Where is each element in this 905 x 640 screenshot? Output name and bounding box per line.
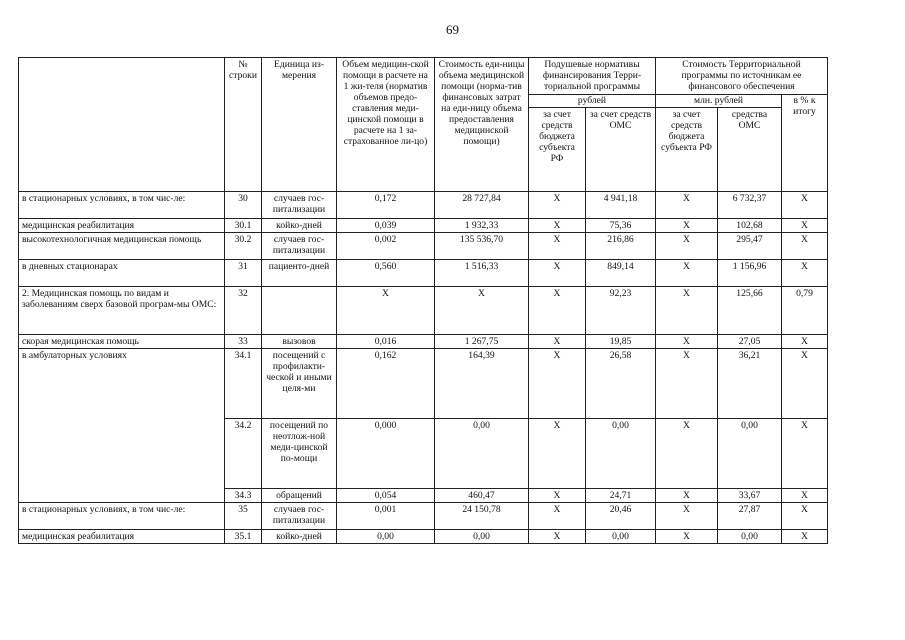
row-oms-2: 1 156,96 [718,260,782,287]
row-unit: случаев гос-питализации [262,192,337,219]
row-percent: X [782,260,828,287]
row-volume: 0,000 [337,419,435,489]
row-unit: посещений с профилакти-ческой и иными целя-ми [262,349,337,419]
page-number: 69 [446,22,459,37]
row-unit: пациенто-дней [262,260,337,287]
row-volume: 0,162 [337,349,435,419]
header-rubles: рублей [529,95,656,108]
row-name: медицинская реабилитация [19,219,225,233]
row-percent: X [782,192,828,219]
row-unit: койко-дней [262,219,337,233]
row-number: 32 [225,287,262,335]
row-budget-1: X [529,287,586,335]
header-total-cost-group: Стоимость Территориальной программы по источникам ее финансового обеспечения [656,58,828,95]
header-budget-rf-1: за счет средств бюджета субъекта РФ [529,108,586,192]
row-percent: X [782,335,828,349]
row-oms-1: 20,46 [586,503,656,530]
row-volume: 0,039 [337,219,435,233]
row-cost: 24 150,78 [435,503,529,530]
row-cost: X [435,287,529,335]
row-volume: 0,001 [337,503,435,530]
row-budget-2: X [656,335,718,349]
row-budget-2: X [656,192,718,219]
table-row [19,192,828,219]
row-oms-2: 295,47 [718,233,782,260]
row-oms-1: 19,85 [586,335,656,349]
row-cost: 164,39 [435,349,529,419]
row-percent: X [782,503,828,530]
row-oms-2: 6 732,37 [718,192,782,219]
row-unit: случаев гос-питализации [262,233,337,260]
row-volume: 0,172 [337,192,435,219]
row-percent: 0,79 [782,287,828,335]
row-number: 33 [225,335,262,349]
header-oms-2: средства ОМС [718,108,782,192]
row-oms-2: 0,00 [718,530,782,544]
row-oms-1: 0,00 [586,530,656,544]
row-name: высокотехнологичная медицинская помощь [19,233,225,260]
row-volume: 0,00 [337,530,435,544]
header-unit: Единица из-мерения [262,58,337,192]
header-budget-rf-2: за счет средств бюджета субъекта РФ [656,108,718,192]
row-budget-2: X [656,233,718,260]
row-percent: X [782,219,828,233]
header-percent-total: в % к итогу [782,95,828,192]
row-oms-2: 36,21 [718,349,782,419]
row-volume: 0,002 [337,233,435,260]
row-budget-1: X [529,419,586,489]
financing-table [18,57,828,544]
row-oms-1: 4 941,18 [586,192,656,219]
row-volume: X [337,287,435,335]
row-number: 31 [225,260,262,287]
row-unit: посещений по неотлож-ной меди-цинской по-мощи [262,419,337,489]
row-budget-2: X [656,260,718,287]
table-row [19,335,828,349]
row-unit: случаев гос-питализации [262,503,337,530]
row-budget-1: X [529,503,586,530]
row-percent: X [782,349,828,419]
row-number: 30 [225,192,262,219]
header-volume: Объем медицин-ской помощи в расчете на 1 жи-теля (норматив объемов предо-ставления меди-цинской помощи в расчете на 1 за-страхованное ли-цо) [337,58,435,192]
row-unit: койко-дней [262,530,337,544]
row-budget-2: X [656,219,718,233]
row-cost: 1 267,75 [435,335,529,349]
row-name: в стационарных условиях, в том чис-ле: [19,192,225,219]
row-number: 30.2 [225,233,262,260]
row-name: 2. Медицинская помощь по видам и заболеваниям сверх базовой програм-мы ОМС: [19,287,225,335]
row-budget-2: X [656,530,718,544]
row-budget-1: X [529,260,586,287]
row-oms-1: 92,23 [586,287,656,335]
row-cost: 460,47 [435,489,529,503]
header-row-number: № строки [225,58,262,192]
row-budget-2: X [656,419,718,489]
row-name: скорая медицинская помощь [19,335,225,349]
row-budget-1: X [529,335,586,349]
row-oms-1: 216,86 [586,233,656,260]
row-budget-2: X [656,349,718,419]
row-budget-1: X [529,219,586,233]
header-per-capita-group: Подушевые нормативы финансирования Терри-ториальной программы [529,58,656,95]
row-name: в стационарных условиях, в том чис-ле: [19,503,225,530]
table-row [19,233,828,260]
row-budget-2: X [656,503,718,530]
row-volume: 0,560 [337,260,435,287]
row-name: в дневных стационарах [19,260,225,287]
row-oms-1: 75,36 [586,219,656,233]
table-row [19,219,828,233]
row-name: медицинская реабилитация [19,530,225,544]
row-oms-1: 0,00 [586,419,656,489]
row-oms-1: 26,58 [586,349,656,419]
table-row [19,530,828,544]
row-oms-1: 24,71 [586,489,656,503]
header-mln-rubles: млн. рублей [656,95,782,108]
row-number: 35.1 [225,530,262,544]
row-cost: 0,00 [435,530,529,544]
row-cost: 1 516,33 [435,260,529,287]
row-budget-1: X [529,233,586,260]
row-unit: обращений [262,489,337,503]
row-cost: 1 932,33 [435,219,529,233]
row-percent: X [782,489,828,503]
table-row [19,260,828,287]
row-oms-2: 0,00 [718,419,782,489]
row-number: 35 [225,503,262,530]
row-percent: X [782,530,828,544]
row-oms-2: 27,87 [718,503,782,530]
table-row [19,349,828,419]
row-percent: X [782,233,828,260]
row-number: 34.2 [225,419,262,489]
row-number: 30.1 [225,219,262,233]
row-budget-1: X [529,349,586,419]
row-budget-1: X [529,489,586,503]
row-unit [262,287,337,335]
row-budget-2: X [656,287,718,335]
row-oms-1: 849,14 [586,260,656,287]
row-volume: 0,016 [337,335,435,349]
row-cost: 28 727,84 [435,192,529,219]
row-percent: X [782,419,828,489]
row-volume: 0,054 [337,489,435,503]
row-budget-1: X [529,192,586,219]
header-unit-cost: Стоимость еди-ницы объема медицинской помощи (норма-тив финансовых затрат на еди-ницу объема предоставления медицинской помощи) [435,58,529,192]
row-number: 34.1 [225,349,262,419]
row-budget-2: X [656,489,718,503]
row-budget-1: X [529,530,586,544]
row-oms-2: 27,05 [718,335,782,349]
row-cost: 0,00 [435,419,529,489]
row-oms-2: 33,67 [718,489,782,503]
header-name [19,58,225,192]
row-cost: 135 536,70 [435,233,529,260]
row-oms-2: 125,66 [718,287,782,335]
row-number: 34.3 [225,489,262,503]
row-oms-2: 102,68 [718,219,782,233]
row-unit: вызовов [262,335,337,349]
header-oms-1: за счет средств ОМС [586,108,656,192]
row-name: в амбулаторных условиях [19,349,225,503]
table-row [19,503,828,530]
table-row [19,287,828,335]
